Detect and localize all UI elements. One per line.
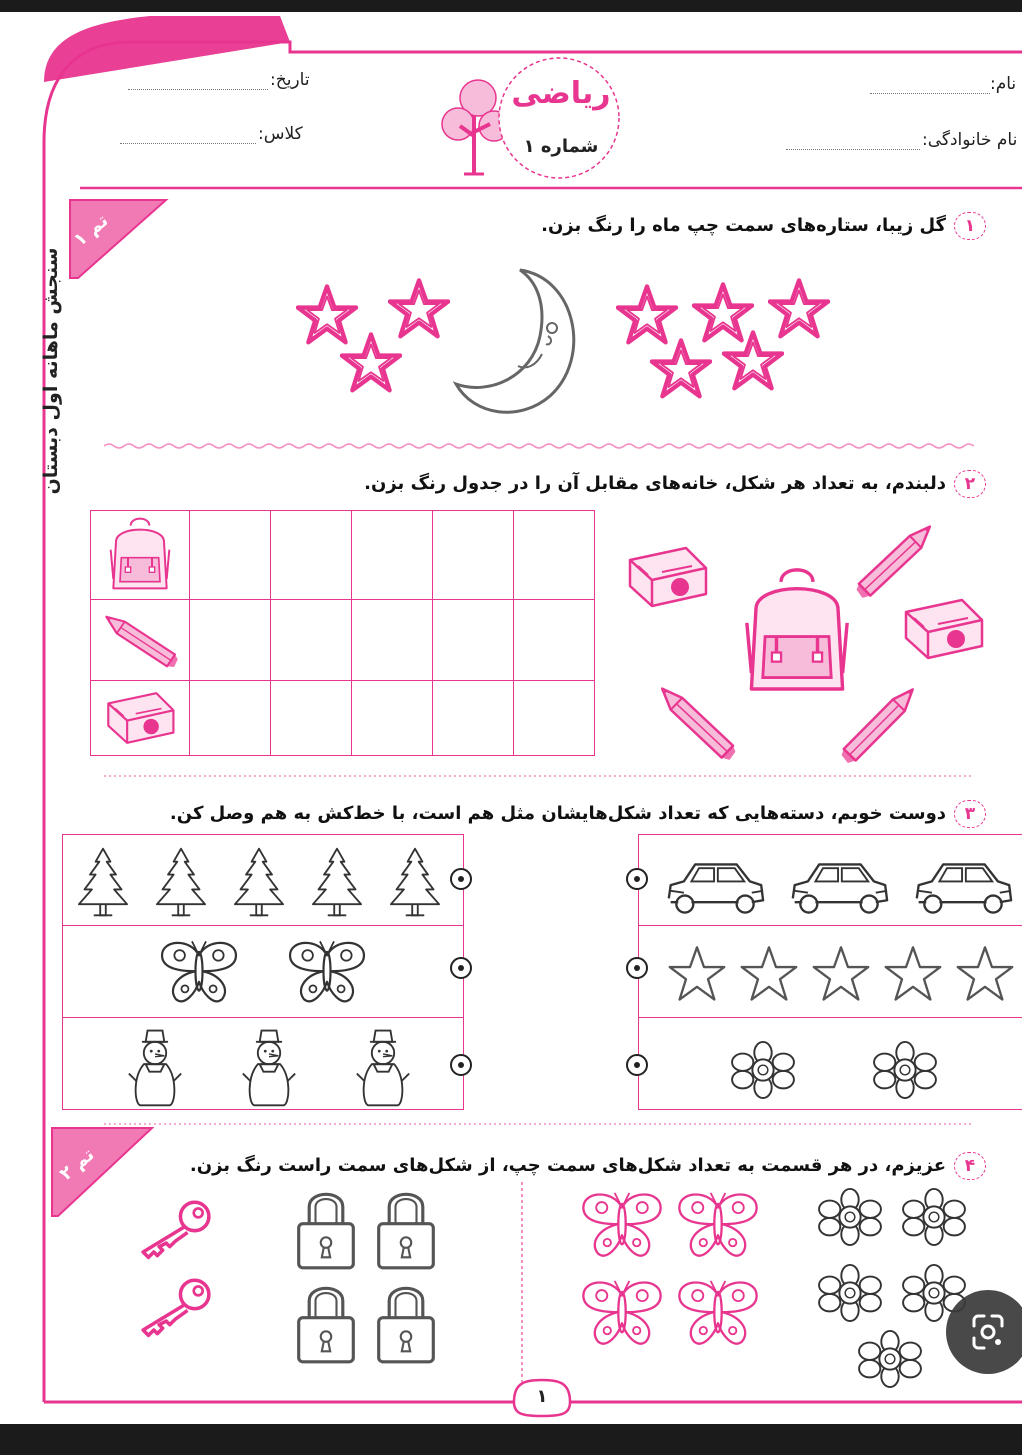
star-icon (722, 330, 784, 392)
question-1-text: گل زیبا، ستاره‌های سمت چپ ماه را رنگ بزن. (541, 215, 946, 236)
star-icon (883, 945, 943, 1003)
section-divider (104, 1120, 974, 1128)
star-icon[interactable] (340, 332, 402, 394)
match-dot-right-3[interactable] (626, 1054, 648, 1076)
match-row-snowmen (125, 1025, 413, 1109)
google-lens-button[interactable] (946, 1290, 1022, 1374)
question-1-number: ۱ (954, 212, 986, 240)
worksheet-page (0, 12, 1022, 1424)
theme-tab-2-label: تم ۲ (55, 1144, 99, 1185)
date-field[interactable] (128, 88, 268, 90)
moon-icon (450, 266, 590, 422)
butterfly-icon (283, 937, 371, 1009)
key-icon (136, 1274, 216, 1338)
star-icon (667, 945, 727, 1003)
class-field[interactable] (120, 142, 256, 144)
question-4 (190, 1152, 986, 1180)
butterfly-icon (576, 1276, 668, 1352)
match-dot-left-2[interactable] (450, 957, 472, 979)
question-4-number: ۴ (954, 1152, 986, 1180)
name-field[interactable] (870, 92, 990, 94)
grid-row-pencil (91, 600, 595, 681)
counting-grid (90, 510, 595, 756)
tree-icon (309, 845, 365, 919)
match-left-box (62, 834, 464, 1110)
padlock-icon[interactable] (294, 1282, 358, 1366)
match-row-stars (667, 945, 1015, 1003)
grid-cell[interactable] (352, 511, 433, 600)
grid-cell[interactable] (433, 511, 514, 600)
grid-cell[interactable] (271, 511, 352, 600)
sharpener-icon (898, 594, 988, 664)
car-icon (663, 855, 767, 921)
grid-label-cell (91, 511, 190, 600)
question-1 (541, 212, 986, 240)
padlock-icon[interactable] (374, 1188, 438, 1272)
star-icon (739, 945, 799, 1003)
tree-icon (75, 845, 131, 919)
match-row-cars (663, 855, 1015, 921)
side-title: سنجش ماهانه اول دبستان (40, 247, 62, 495)
star-icon[interactable] (388, 278, 450, 340)
grid-cell[interactable] (190, 600, 271, 681)
star-icon (650, 338, 712, 400)
tree-icon (387, 845, 443, 919)
grid-cell[interactable] (190, 681, 271, 756)
sharpener-icon (622, 542, 712, 612)
pencil-icon (93, 606, 187, 673)
star-icon (811, 945, 871, 1003)
grid-cell[interactable] (352, 600, 433, 681)
class-label: کلاس: (258, 124, 303, 144)
butterfly-icon (576, 1188, 668, 1264)
theme-tab-1-label: تم ۱ (69, 210, 113, 251)
padlock-icon[interactable] (374, 1282, 438, 1366)
butterfly-icon (155, 937, 243, 1009)
sharpener-icon (100, 688, 180, 748)
grid-cell[interactable] (514, 681, 595, 756)
flower-icon (871, 1041, 939, 1099)
match-dot-left-1[interactable] (450, 868, 472, 890)
match-row-butterflies (155, 937, 371, 1009)
match-dot-right-2[interactable] (626, 957, 648, 979)
question-2-number: ۲ (954, 470, 986, 498)
grid-cell[interactable] (271, 600, 352, 681)
match-right-box (638, 834, 1022, 1110)
side-title-container (36, 240, 60, 510)
question-3-text: دوست خوبم، دسته‌هایی که تعداد شکل‌هایشان مثل هم است، با خط‌کش به هم وصل کن. (169, 803, 946, 824)
question-4-text: عزیزم، در هر قسمت به تعداد شکل‌های سمت چپ، از شکل‌های سمت راست رنگ بزن. (189, 1155, 946, 1176)
grid-cell[interactable] (514, 511, 595, 600)
section-divider (104, 772, 974, 780)
flower-icon[interactable] (816, 1264, 884, 1322)
flower-icon (729, 1041, 797, 1099)
padlock-icon[interactable] (294, 1188, 358, 1272)
question-3-number: ۳ (954, 800, 986, 828)
date-label: تاریخ: (270, 70, 310, 90)
tree-icon (231, 845, 287, 919)
grid-row-backpack (91, 511, 595, 600)
grid-label-cell (91, 681, 190, 756)
question-2-text: دلبندم، به تعداد هر شکل، خانه‌های مقابل آن را در جدول رنگ بزن. (364, 473, 946, 494)
snowman-icon (125, 1025, 185, 1109)
star-icon (616, 284, 678, 346)
grid-label-cell (91, 600, 190, 681)
flower-icon[interactable] (856, 1330, 924, 1388)
grid-cell[interactable] (271, 681, 352, 756)
butterfly-icon (672, 1188, 764, 1264)
snowman-icon (239, 1025, 299, 1109)
page-number-badge (512, 1378, 572, 1418)
grid-cell[interactable] (352, 681, 433, 756)
grid-cell[interactable] (190, 511, 271, 600)
theme-tab-1 (60, 194, 170, 282)
question-3 (170, 800, 986, 828)
page-number: ۱ (536, 1386, 548, 1407)
section-vertical-divider (518, 1182, 526, 1382)
snowman-icon (353, 1025, 413, 1109)
backpack-icon (740, 562, 854, 702)
logo-title: ریاضی (511, 76, 611, 111)
butterfly-icon (672, 1276, 764, 1352)
name-label: نام: (990, 74, 1017, 94)
grid-cell[interactable] (433, 681, 514, 756)
family-field[interactable] (786, 148, 920, 150)
section-divider (104, 442, 974, 450)
car-icon (787, 855, 891, 921)
grid-cell[interactable] (514, 600, 595, 681)
flower-icon[interactable] (900, 1188, 968, 1246)
google-lens-icon (968, 1312, 1008, 1352)
family-label: نام خانوادگی: (922, 130, 1018, 150)
logo-number: شماره ۱ (523, 136, 599, 157)
backpack-icon (100, 515, 180, 595)
grid-row-sharpener (91, 681, 595, 756)
match-row-flowers (729, 1041, 939, 1099)
car-icon (911, 855, 1015, 921)
match-dot-left-3[interactable] (450, 1054, 472, 1076)
flower-icon[interactable] (816, 1188, 884, 1246)
grid-cell[interactable] (433, 600, 514, 681)
match-dot-right-1[interactable] (626, 868, 648, 890)
question-2 (364, 470, 986, 498)
match-row-trees (75, 845, 443, 919)
star-icon (955, 945, 1015, 1003)
subject-logo (436, 56, 626, 186)
key-icon (136, 1196, 216, 1260)
tree-icon (153, 845, 209, 919)
